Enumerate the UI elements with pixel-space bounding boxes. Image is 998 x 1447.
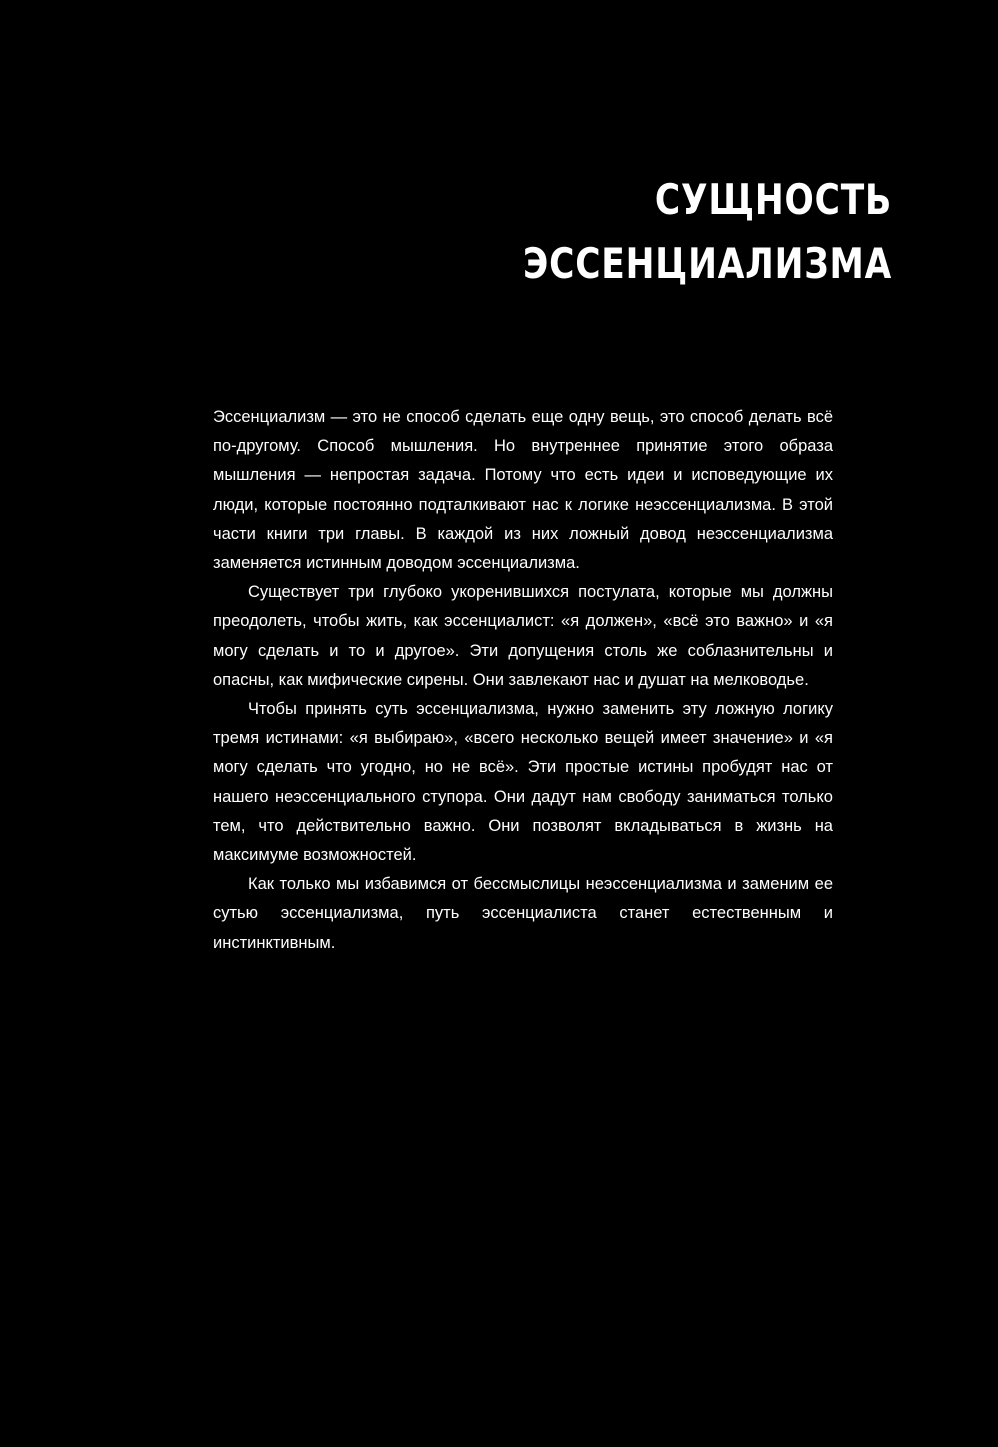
paragraph-1: Эссенциализм — это не способ сделать еще одну вещь, это способ делать всё по-другому. Способ мышления. Но внутреннее принятие этого образа мышления — непростая задача. Потому что есть идеи и исповедующие их люди, которые постоянно подталкивают нас к логике неэссенциализма. В этой части книги три главы. В каждой из них ложный довод неэссенциализма заменяется истинным доводом эссенциализма. (213, 408, 833, 573)
chapter-intro-text (213, 403, 833, 958)
chapter-title (523, 168, 892, 296)
paragraph-4: Как только мы избавимся от бессмыслицы неэссенциализма и заменим ее сутью эссенциализма, путь эссенциалиста станет естественным и инстинктивным. (213, 875, 833, 952)
paragraph-2: Существует три глубоко укоренившихся постулата, которые мы должны преодолеть, чтобы жить, как эссенциалист: «я должен», «всё это важно» и «я могу сделать и то и другое». Эти допущения столь же соблазнительны и опасны, как мифические сирены. Они завлекают нас и душат на мелководье. (213, 583, 833, 689)
chapter-title-line-2: ЭССЕНЦИАЛИЗМА (522, 239, 892, 288)
chapter-title-line-1: СУЩНОСТЬ (654, 175, 892, 224)
paragraph-3: Чтобы принять суть эссенциализма, нужно заменить эту ложную логику тремя истинами: «я выбираю», «всего несколько вещей имеет значение» и «я могу сделать что угодно, но не всё». Эти простые истины пробудят нас от нашего неэссенциального ступора. Они дадут нам свободу заниматься только тем, что действительно важно. Они позволят вкладываться в жизнь на максимуме возможностей. (213, 700, 833, 865)
